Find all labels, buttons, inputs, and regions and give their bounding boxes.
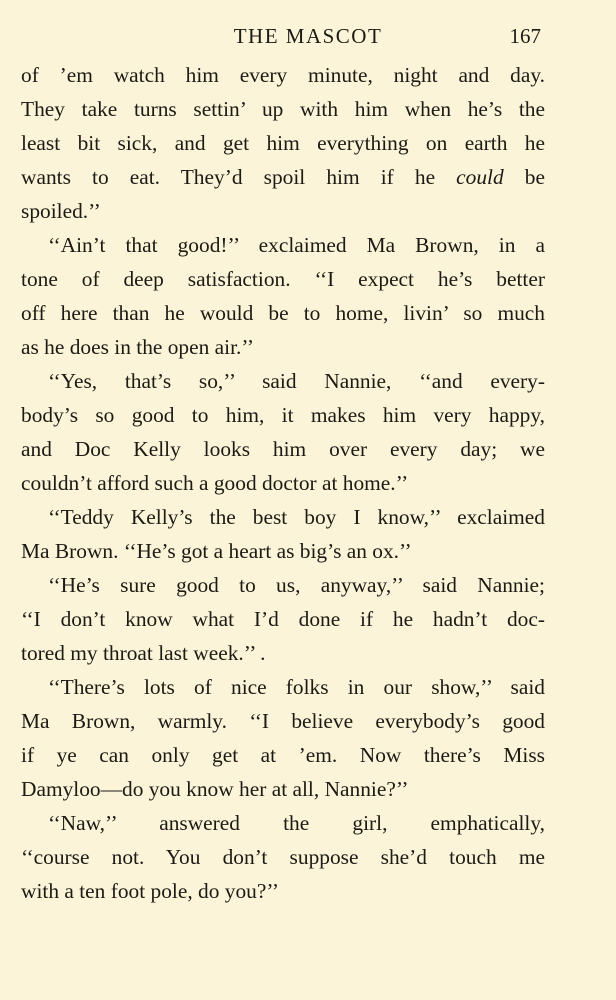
text-line: body’s so good to him, it makes him very happy,	[21, 403, 545, 427]
text-segment: wants to eat. They’d spoil him if he	[21, 165, 457, 189]
paragraph	[21, 806, 545, 908]
text-line: ‘‘course not. You don’t suppose she’d touch me	[21, 845, 545, 869]
text-line: with a ten foot pole, do you?’’	[21, 879, 280, 903]
paragraph	[21, 568, 545, 670]
text-line: tored my throat last week.’’ .	[21, 641, 266, 665]
text-line: least bit sick, and get him everything on earth he	[21, 131, 545, 155]
running-title: THE MASCOT	[233, 24, 383, 48]
paragraph	[21, 58, 545, 228]
text-line: Damyloo—do you know her at all, Nannie?’’	[21, 777, 409, 801]
paragraph	[21, 500, 545, 568]
emphasis: could	[456, 165, 504, 189]
text-line: ‘‘He’s sure good to us, anyway,’’ said Nannie;	[48, 573, 545, 597]
text-line: ‘‘Ain’t that good!’’ exclaimed Ma Brown, in a	[48, 233, 545, 257]
text-segment: be	[503, 165, 545, 189]
text-line: Ma Brown, warmly. ‘‘I believe everybody’s good	[21, 709, 545, 733]
page-number: 167	[509, 24, 541, 48]
text-line: if ye can only get at ’em. Now there’s Miss	[21, 743, 545, 767]
text-line: ‘‘Naw,’’ answered the girl, emphatically,	[48, 811, 545, 835]
text-line: of ’em watch him every minute, night and day.	[21, 63, 545, 87]
text-line: ‘‘Teddy Kelly’s the best boy I know,’’ exclaimed	[48, 505, 545, 529]
text-line: off here than he would be to home, livin’ so much	[21, 301, 545, 325]
text-line: They take turns settin’ up with him when he’s the	[21, 97, 545, 121]
text-line: couldn’t afford such a good doctor at home.’’	[21, 471, 409, 495]
text-line: ‘‘Yes, that’s so,’’ said Nannie, ‘‘and every-	[48, 369, 545, 393]
running-head	[0, 20, 616, 52]
text-line: spoiled.’’	[21, 199, 101, 223]
paragraph	[21, 670, 545, 806]
text-line: as he does in the open air.’’	[21, 335, 255, 359]
paragraph	[21, 364, 545, 500]
text-line: Ma Brown. ‘‘He’s got a heart as big’s an ox.’’	[21, 539, 412, 563]
text-line	[21, 160, 545, 194]
paragraph	[21, 228, 545, 364]
text-line: ‘‘I don’t know what I’d done if he hadn’t doc-	[21, 607, 545, 631]
body-text	[21, 58, 545, 908]
text-line: and Doc Kelly looks him over every day; we	[21, 437, 545, 461]
text-line: tone of deep satisfaction. ‘‘I expect he’s better	[21, 267, 545, 291]
text-line: ‘‘There’s lots of nice folks in our show,’’ said	[48, 675, 545, 699]
